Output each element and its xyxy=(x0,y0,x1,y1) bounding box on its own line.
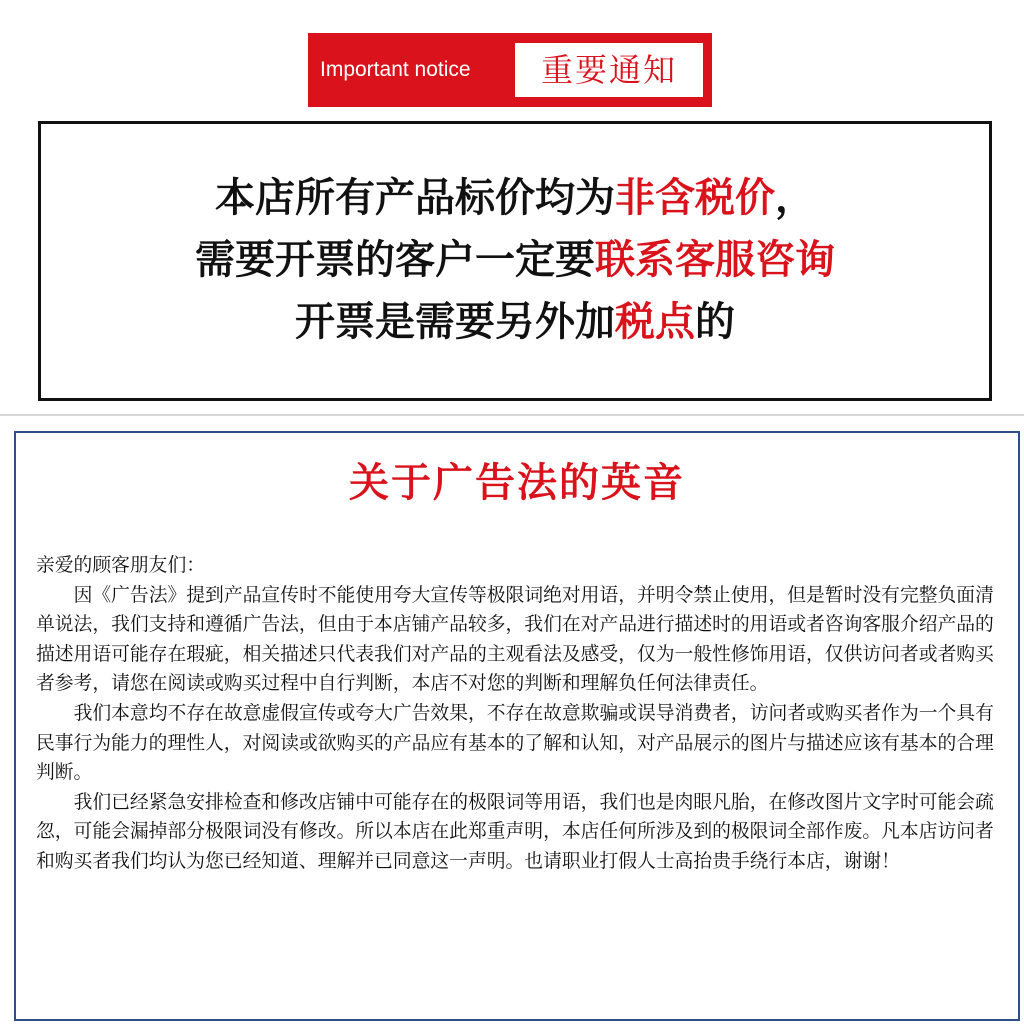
important-notice-banner xyxy=(308,33,712,107)
notice-line-1-highlight: 非含税价 xyxy=(615,175,775,221)
statement-paragraph-1: 因《广告法》提到产品宣传时不能使用夸大宣传等极限词绝对用语，并明令禁止使用，但是暂时没有完整负面清单说法，我们支持和遵循广告法，但由于本店铺产品较多，我们在对产品进行描述时的用语或者咨询客服介绍产品的描述用语可能存在瑕疵，相关描述只代表我们对产品的主观看法及感受，仅为一般性修饰用语，仅供访问者或者购买者参考，请您在阅读或购买过程中自行判断，本店不对您的判断和理解负任何法律责任。 xyxy=(36,584,994,695)
banner-chinese-label: 重要通知 xyxy=(515,43,703,97)
ad-law-title: 关于广告法的英音 xyxy=(349,460,685,506)
ad-law-body xyxy=(36,551,1006,877)
notice-line-1-punct: ， xyxy=(775,175,815,221)
notice-line-3-end: 的 xyxy=(695,299,735,345)
notice-line-2 xyxy=(41,235,989,285)
notice-line-1 xyxy=(41,173,989,223)
notice-line-3-text: 开票是需要另外加 xyxy=(295,299,615,345)
statement-paragraph-3: 我们已经紧急安排检查和修改店铺中可能存在的极限词等用语，我们也是肉眼凡胎，在修改图片文字时可能会疏忽，可能会漏掉部分极限词没有修改。所以本店在此郑重声明，本店任何所涉及到的极限词全部作废。凡本店访问者和购买者我们均认为您已经知道、理解并已同意这一声明。也请职业打假人士高抬贵手绕行本店，谢谢！ xyxy=(36,791,994,872)
notice-line-1-text: 本店所有产品标价均为 xyxy=(215,175,615,221)
banner-english-label: Important notice xyxy=(320,58,471,81)
notice-line-3-highlight: 税点 xyxy=(615,299,695,345)
statement-paragraph-2: 我们本意均不存在故意虚假宣传或夸大广告效果，不存在故意欺骗或误导消费者，访问者或购买者作为一个具有民事行为能力的理性人，对阅读或欲购买的产品应有基本的了解和认知，对产品展示的图片与描述应该有基本的合理判断。 xyxy=(36,702,994,784)
notice-line-2-highlight: 联系客服咨询 xyxy=(595,237,835,283)
greeting-text: 亲爱的顾客朋友们： xyxy=(36,555,206,576)
section-divider xyxy=(0,414,1024,416)
notice-line-2-text: 需要开票的客户一定要 xyxy=(195,237,595,283)
notice-line-3 xyxy=(41,297,989,347)
ad-law-statement-box xyxy=(14,431,1020,1021)
tax-notice-box xyxy=(38,121,992,401)
